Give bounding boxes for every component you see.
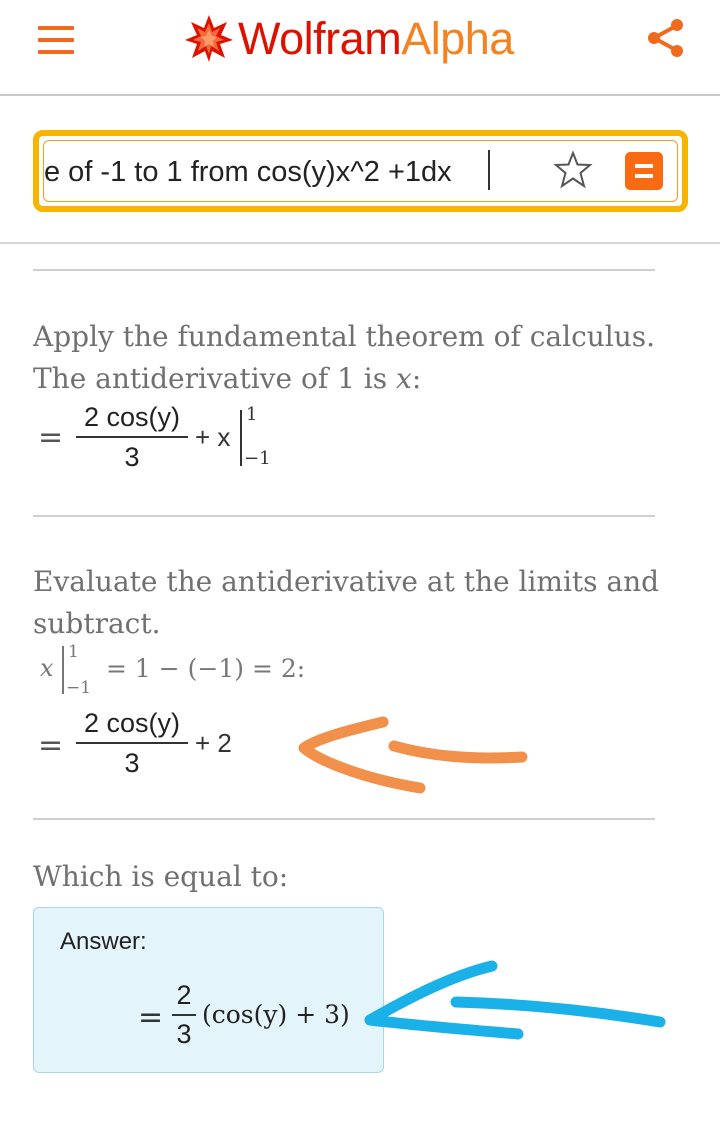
step2-eval-var: x: [40, 654, 54, 682]
share-icon[interactable]: [644, 16, 688, 60]
search-input[interactable]: е of -1 to 1 from cos(y)x^2 +1dx: [44, 156, 452, 188]
step2-frac-denominator: 3: [124, 748, 140, 778]
step1-text-prefix: The antiderivative of 1 is: [33, 362, 397, 395]
step1-plus-x: + x: [195, 422, 231, 452]
step2-text-line1: Evaluate the antiderivative at the limits and: [33, 565, 660, 598]
step2-lower-limit: −1: [66, 678, 92, 698]
wolfram-star-icon: [184, 13, 234, 63]
step1-frac-denominator: 3: [124, 442, 140, 472]
step1-upper-limit: 1: [246, 404, 258, 425]
step2-equals: =: [38, 728, 64, 763]
answer-label: Answer:: [60, 928, 147, 955]
answer-expression: (cos(y) + 3): [202, 1000, 350, 1029]
step2-frac-numerator: 2 cos(y): [83, 708, 181, 738]
step1-frac-bar: [76, 436, 188, 438]
divider: [33, 818, 655, 820]
step1-text-var: x: [396, 362, 412, 395]
star-icon[interactable]: [553, 150, 593, 190]
divider: [33, 269, 655, 271]
result-intro: Which is equal to:: [33, 860, 289, 893]
step1-text-line1: Apply the fundamental theorem of calculus.: [33, 320, 656, 353]
logo-alpha-text: Alpha: [401, 12, 514, 64]
step2-eval-bar: [62, 646, 64, 694]
menu-icon[interactable]: [38, 24, 74, 56]
divider: [33, 515, 655, 517]
step1-text-suffix: :: [411, 362, 422, 395]
logo-wolfram-text: Wolfram: [238, 12, 402, 64]
step1-text-line2: [33, 358, 421, 400]
step2-text-line2: subtract.: [33, 607, 161, 640]
step1-equals: =: [38, 420, 64, 455]
orange-arrow-annotation: [304, 722, 522, 788]
text-caret: [488, 150, 490, 190]
step1-frac-numerator: 2 cos(y): [83, 402, 181, 432]
step2-upper-limit: 1: [68, 642, 79, 662]
logo-text: [238, 12, 514, 64]
step2-eval-result: = 1 − (−1) = 2:: [106, 654, 306, 683]
answer-frac-numerator: 2: [176, 980, 192, 1010]
answer-equals: =: [138, 1000, 164, 1035]
answer-frac-denominator: 3: [176, 1019, 192, 1049]
step1-lower-limit: −1: [244, 448, 271, 469]
blue-arrow-annotation: [370, 966, 660, 1034]
wolframalpha-logo[interactable]: [184, 6, 514, 70]
step2-plus-two: + 2: [195, 728, 232, 758]
equals-icon[interactable]: [625, 152, 663, 190]
step2-frac-bar: [76, 742, 188, 744]
step1-eval-bar: [240, 410, 242, 466]
answer-frac-bar: [172, 1014, 196, 1016]
